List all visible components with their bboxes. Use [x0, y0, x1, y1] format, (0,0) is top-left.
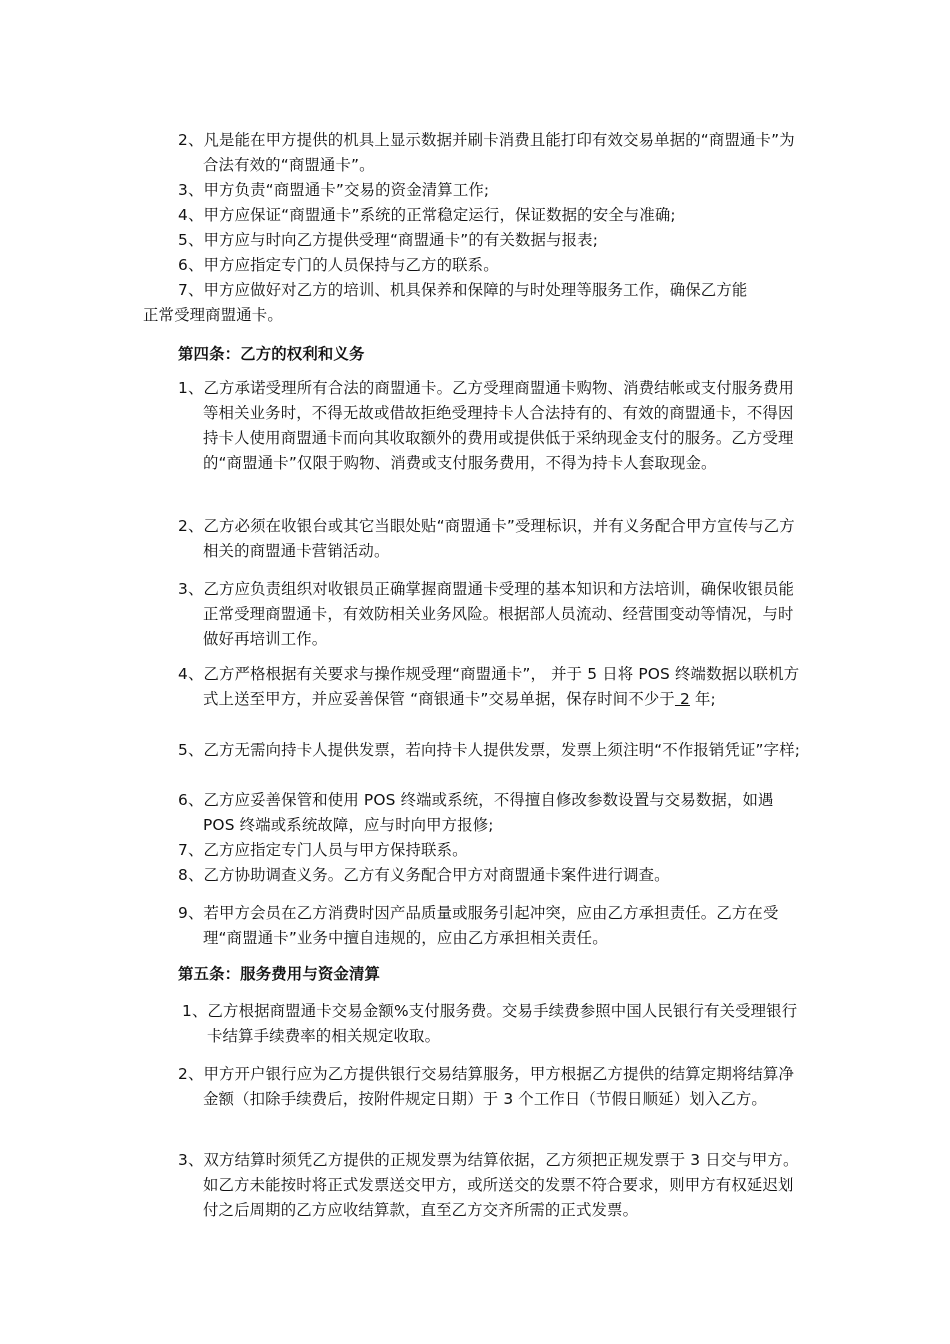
s4-item-7: 7、乙方应指定专门人员与甲方保持联系。 — [178, 841, 468, 859]
s4-item-1: 1、乙方承诺受理所有合法的商盟通卡。乙方受理商盟通卡购物、消费结帐或支付服务费用等相关业务时，不得无故或借故拒绝受理持卡人合法持有的、有效的商盟通卡，不得因持卡人使用商盟通卡而向其收取额外的费用或提供低于采纳现金支付的服务。乙方受理的“商盟通卡”仅限于购物、消费或支付服务费用，不得为持卡人套取现金。 — [178, 379, 795, 472]
s4-item-6: 6、乙方应妥善保管和使用 POS 终端或系统，不得擅自修改参数设置与交易数据，如遇 POS 终端或系统故障，应与时向甲方报修; — [178, 791, 774, 834]
s3-item-7-line2: 正常受理商盟通卡。 — [143, 306, 283, 324]
s4-item-4-years: 2 — [674, 690, 690, 708]
s4-item-8: 8、乙方协助调查义务。乙方有义务配合甲方对商盟通卡案件进行调查。 — [178, 866, 670, 884]
s5-item-3: 3、双方结算时须凭乙方提供的正规发票为结算依据，乙方须把正规发票于 3 日交与甲方。如乙方未能按时将正式发票送交甲方，或所送交的发票不符合要求，则甲方有权延迟划付之后周期的乙方应收结算款，直至乙方交齐所需的正式发票。 — [178, 1151, 799, 1219]
s5-item-2: 2、甲方开户银行应为乙方提供银行交易结算服务，甲方根据乙方提供的结算定期将结算净金额（扣除手续费后，按附件规定日期）于 3 个工作日（节假日顺延）划入乙方。 — [178, 1065, 795, 1108]
section4-heading: 第四条：乙方的权利和义务 — [178, 345, 365, 363]
s3-item-7-line1: 7、甲方应做好对乙方的培训、机具保养和保障的与时处理等服务工作，确保乙方能 — [178, 281, 748, 299]
s4-item-2: 2、乙方必须在收银台或其它当眼处贴“商盟通卡”受理标识，并有义务配合甲方宣传与乙方相关的商盟通卡营销活动。 — [178, 517, 795, 560]
s4-item-4-end: 年; — [689, 690, 716, 708]
s3-item-3: 3、甲方负责“商盟通卡”交易的资金清算工作; — [178, 181, 490, 199]
s3-item-6: 6、甲方应指定专门的人员保持与乙方的联系。 — [178, 256, 499, 274]
s4-item-9: 9、若甲方会员在乙方消费时因产品质量或服务引起冲突，应由乙方承担责任。乙方在受理“商盟通卡”业务中擅自违规的，应由乙方承担相关责任。 — [178, 904, 779, 947]
s4-item-3: 3、乙方应负责组织对收银员正确掌握商盟通卡受理的基本知识和方法培训，确保收银员能正常受理商盟通卡，有效防相关业务风险。根据部人员流动、经营围变动等情况，与时做好再培训工作。 — [178, 580, 795, 648]
s4-item-5: 5、乙方无需向持卡人提供发票，若向持卡人提供发票，发票上须注明“不作报销凭证”字样; — [178, 741, 801, 759]
s3-item-4: 4、甲方应保证“商盟通卡”系统的正常稳定运行，保证数据的安全与准确; — [178, 206, 676, 224]
s3-item-5: 5、甲方应与时向乙方提供受理“商盟通卡”的有关数据与报表; — [178, 231, 599, 249]
s4-item-4-text: 4、乙方严格根据有关要求与操作规受理“商盟通卡”， 并于 5 日将 POS 终端数据以联机方式上送至甲方，并应妥善保管 “商银通卡”交易单据，保存时间不少于 — [178, 665, 800, 708]
s4-item-4 — [178, 662, 806, 712]
section5-heading: 第五条：服务费用与资金清算 — [178, 965, 381, 983]
s5-item-1: 1、乙方根据商盟通卡交易金额%支付服务费。交易手续费参照中国人民银行有关受理银行卡结算手续费率的相关规定收取。 — [182, 1002, 798, 1045]
s3-item-2: 2、凡是能在甲方提供的机具上显示数据并刷卡消费且能打印有效交易单据的“商盟通卡”为合法有效的“商盟通卡”。 — [178, 131, 795, 174]
